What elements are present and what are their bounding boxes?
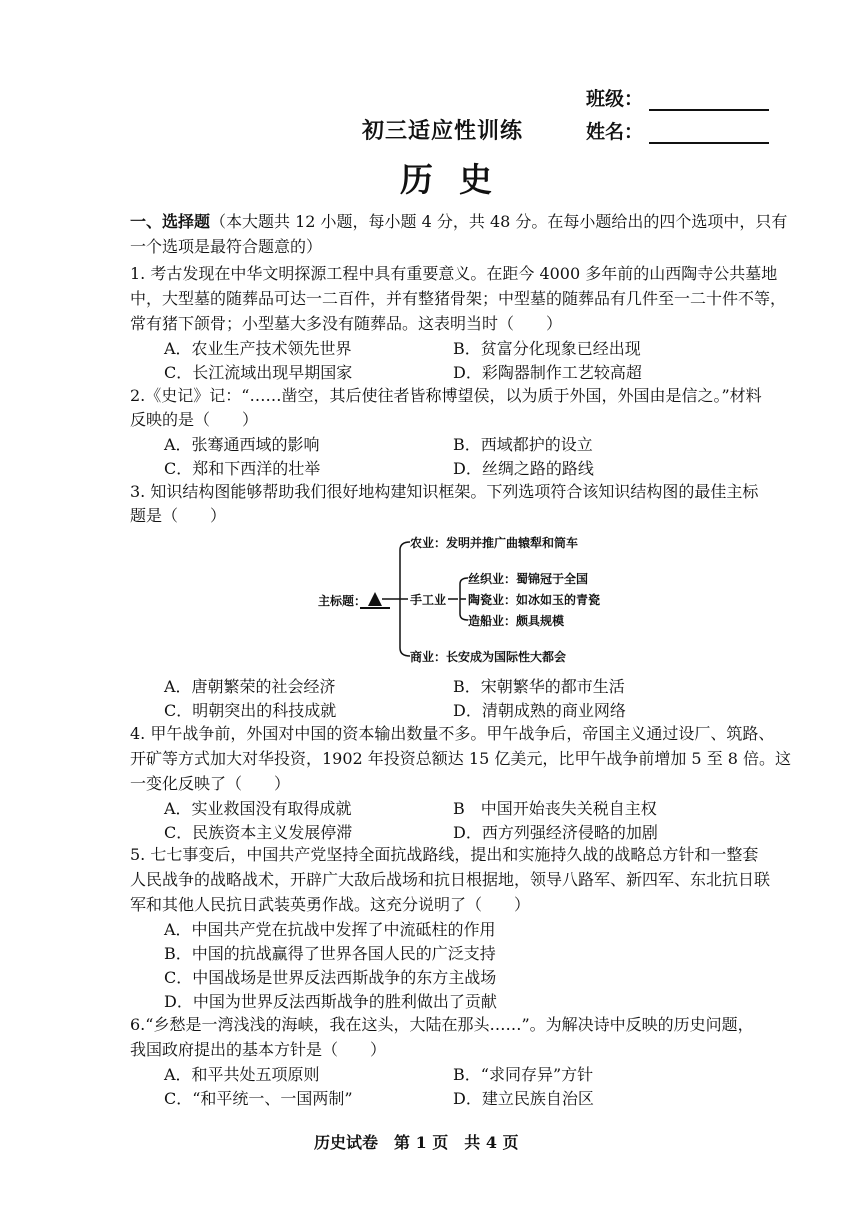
diagram-shipbuilding: 造船业：颇具规模: [468, 614, 565, 628]
q6-option-c: C．“和平统一、一国两制”: [164, 1089, 353, 1108]
section-title: 一、选择题: [130, 212, 211, 231]
q2-option-a: A．张骞通西域的影响: [164, 435, 320, 454]
knowledge-structure-diagram: [310, 528, 650, 668]
class-label: 班级：: [586, 88, 644, 110]
q3-option-d: D．清朝成熟的商业网络: [453, 701, 626, 720]
q1-option-c: C．长江流域出现早期国家: [164, 363, 353, 382]
q2-option-c: C．郑和下西洋的壮举: [164, 459, 321, 478]
q1-option-a: A．农业生产技术领先世界: [164, 339, 352, 358]
section-instruction-2: 一个选项是最符合题意的）: [130, 237, 323, 256]
diagram-agriculture: 农业：发明并推广曲辕犁和筒车: [410, 536, 579, 550]
q3-stem-line-2: 题是（ ）: [130, 506, 227, 525]
q5-option-c: C．中国战场是世界反法西斯战争的东方主战场: [164, 968, 497, 987]
q4-stem-line-3: 一变化反映了（ ）: [130, 774, 291, 793]
q5-stem-line-3: 军和其他人民抗日武装英勇作战。这充分说明了（ ）: [130, 895, 531, 914]
diagram-main-label: 主标题：: [318, 594, 367, 608]
diagram-porcelain: 陶瓷业：如冰如玉的青瓷: [468, 593, 601, 607]
q4-option-d: D．西方列强经济侵略的加剧: [453, 823, 658, 842]
diagram-handicraft: 手工业: [410, 593, 447, 607]
name-field: [586, 117, 769, 144]
q4-option-a: A．实业救国没有取得成就: [164, 799, 352, 818]
q4-option-c: C．民族资本主义发展停滞: [164, 823, 353, 842]
q2-stem-line-2: 反映的是（ ）: [130, 410, 259, 429]
section-instruction-1: （本大题共 12 小题，每小题 4 分，共 48 分。在每小题给出的四个选项中，只有: [210, 212, 788, 231]
class-blank-line: [649, 91, 769, 111]
q5-option-b: B．中国的抗战赢得了世界各国人民的广泛支持: [164, 944, 496, 963]
exam-title: 初三适应性训练: [362, 118, 524, 144]
q2-option-b: B．西域都护的设立: [453, 435, 593, 454]
q3-option-a: A．唐朝繁荣的社会经济: [164, 677, 336, 696]
q6-option-d: D．建立民族自治区: [453, 1089, 594, 1108]
q1-stem-line-1: 1. 考古发现在中华文明探源工程中具有重要意义。在距今 4000 多年前的山西陶寺公共墓地: [130, 264, 778, 283]
q5-stem-line-2: 人民战争的战略战术，开辟广大敌后战场和抗日根据地，领导八路军、新四军、东北抗日联: [130, 870, 771, 889]
q6-option-a: A．和平共处五项原则: [164, 1065, 320, 1084]
q5-stem-line-1: 5. 七七事变后，中国共产党坚持全面抗战路线，提出和实施持久战的战略总方针和一整套: [130, 845, 759, 864]
subject-title: 历史: [400, 160, 518, 199]
q1-stem-line-3: 常有猪下颌骨；小型墓大多没有随葬品。这表明当时（ ）: [130, 314, 563, 333]
q3-option-b: B．宋朝繁华的都市生活: [453, 677, 625, 696]
name-label: 姓名：: [586, 121, 644, 143]
q6-stem-line-1: 6.“乡愁是一湾浅浅的海峡，我在这头，大陆在那头……”。为解决诗中反映的历史问题，: [130, 1015, 754, 1034]
q3-stem-line-1: 3. 知识结构图能够帮助我们很好地构建知识框架。下列选项符合该知识结构图的最佳主标: [130, 482, 759, 501]
q4-stem-line-2: 开矿等方式加大对华投资，1902 年投资总额达 15 亿美元，比甲午战争前增加 5 至 8 倍。这: [130, 749, 792, 768]
class-field: [586, 84, 769, 111]
name-blank-line: [649, 124, 769, 144]
q6-stem-line-2: 我国政府提出的基本方针是（ ）: [130, 1040, 387, 1059]
q1-stem-line-2: 中，大型墓的随葬品可达一二百件，并有整猪骨架；中型墓的随葬品有几件至一二十件不等，: [130, 289, 787, 308]
q1-option-d: D．彩陶器制作工艺较高超: [453, 363, 642, 382]
q4-stem-line-1: 4. 甲午战争前，外国对中国的资本输出数量不多。甲午战争后，帝国主义通过设厂、筑路、: [130, 724, 775, 743]
section-heading: [130, 210, 788, 235]
q6-option-b: B．“求同存异”方针: [453, 1065, 594, 1084]
q5-option-d: D．中国为世界反法西斯战争的胜利做出了贡献: [164, 992, 497, 1011]
q4-option-b: B 中国开始丧失关税自主权: [453, 799, 657, 818]
q2-stem-line-1: 2.《史记》记：“……凿空，其后使往者皆称博望侯，以为质于外国，外国由是信之。”材料: [130, 386, 762, 405]
q1-option-b: B．贫富分化现象已经出现: [453, 339, 641, 358]
diagram-commerce: 商业：长安成为国际性大都会: [410, 650, 567, 664]
q5-option-a: A．中国共产党在抗战中发挥了中流砥柱的作用: [164, 920, 496, 939]
q3-option-c: C．明朝突出的科技成就: [164, 701, 337, 720]
diagram-silk: 丝织业：蜀锦冠于全国: [468, 572, 589, 586]
q2-option-d: D．丝绸之路的路线: [453, 459, 594, 478]
triangle-icon: [368, 592, 382, 606]
page-footer: 历史试卷 第 1 页 共 4 页: [314, 1133, 519, 1152]
